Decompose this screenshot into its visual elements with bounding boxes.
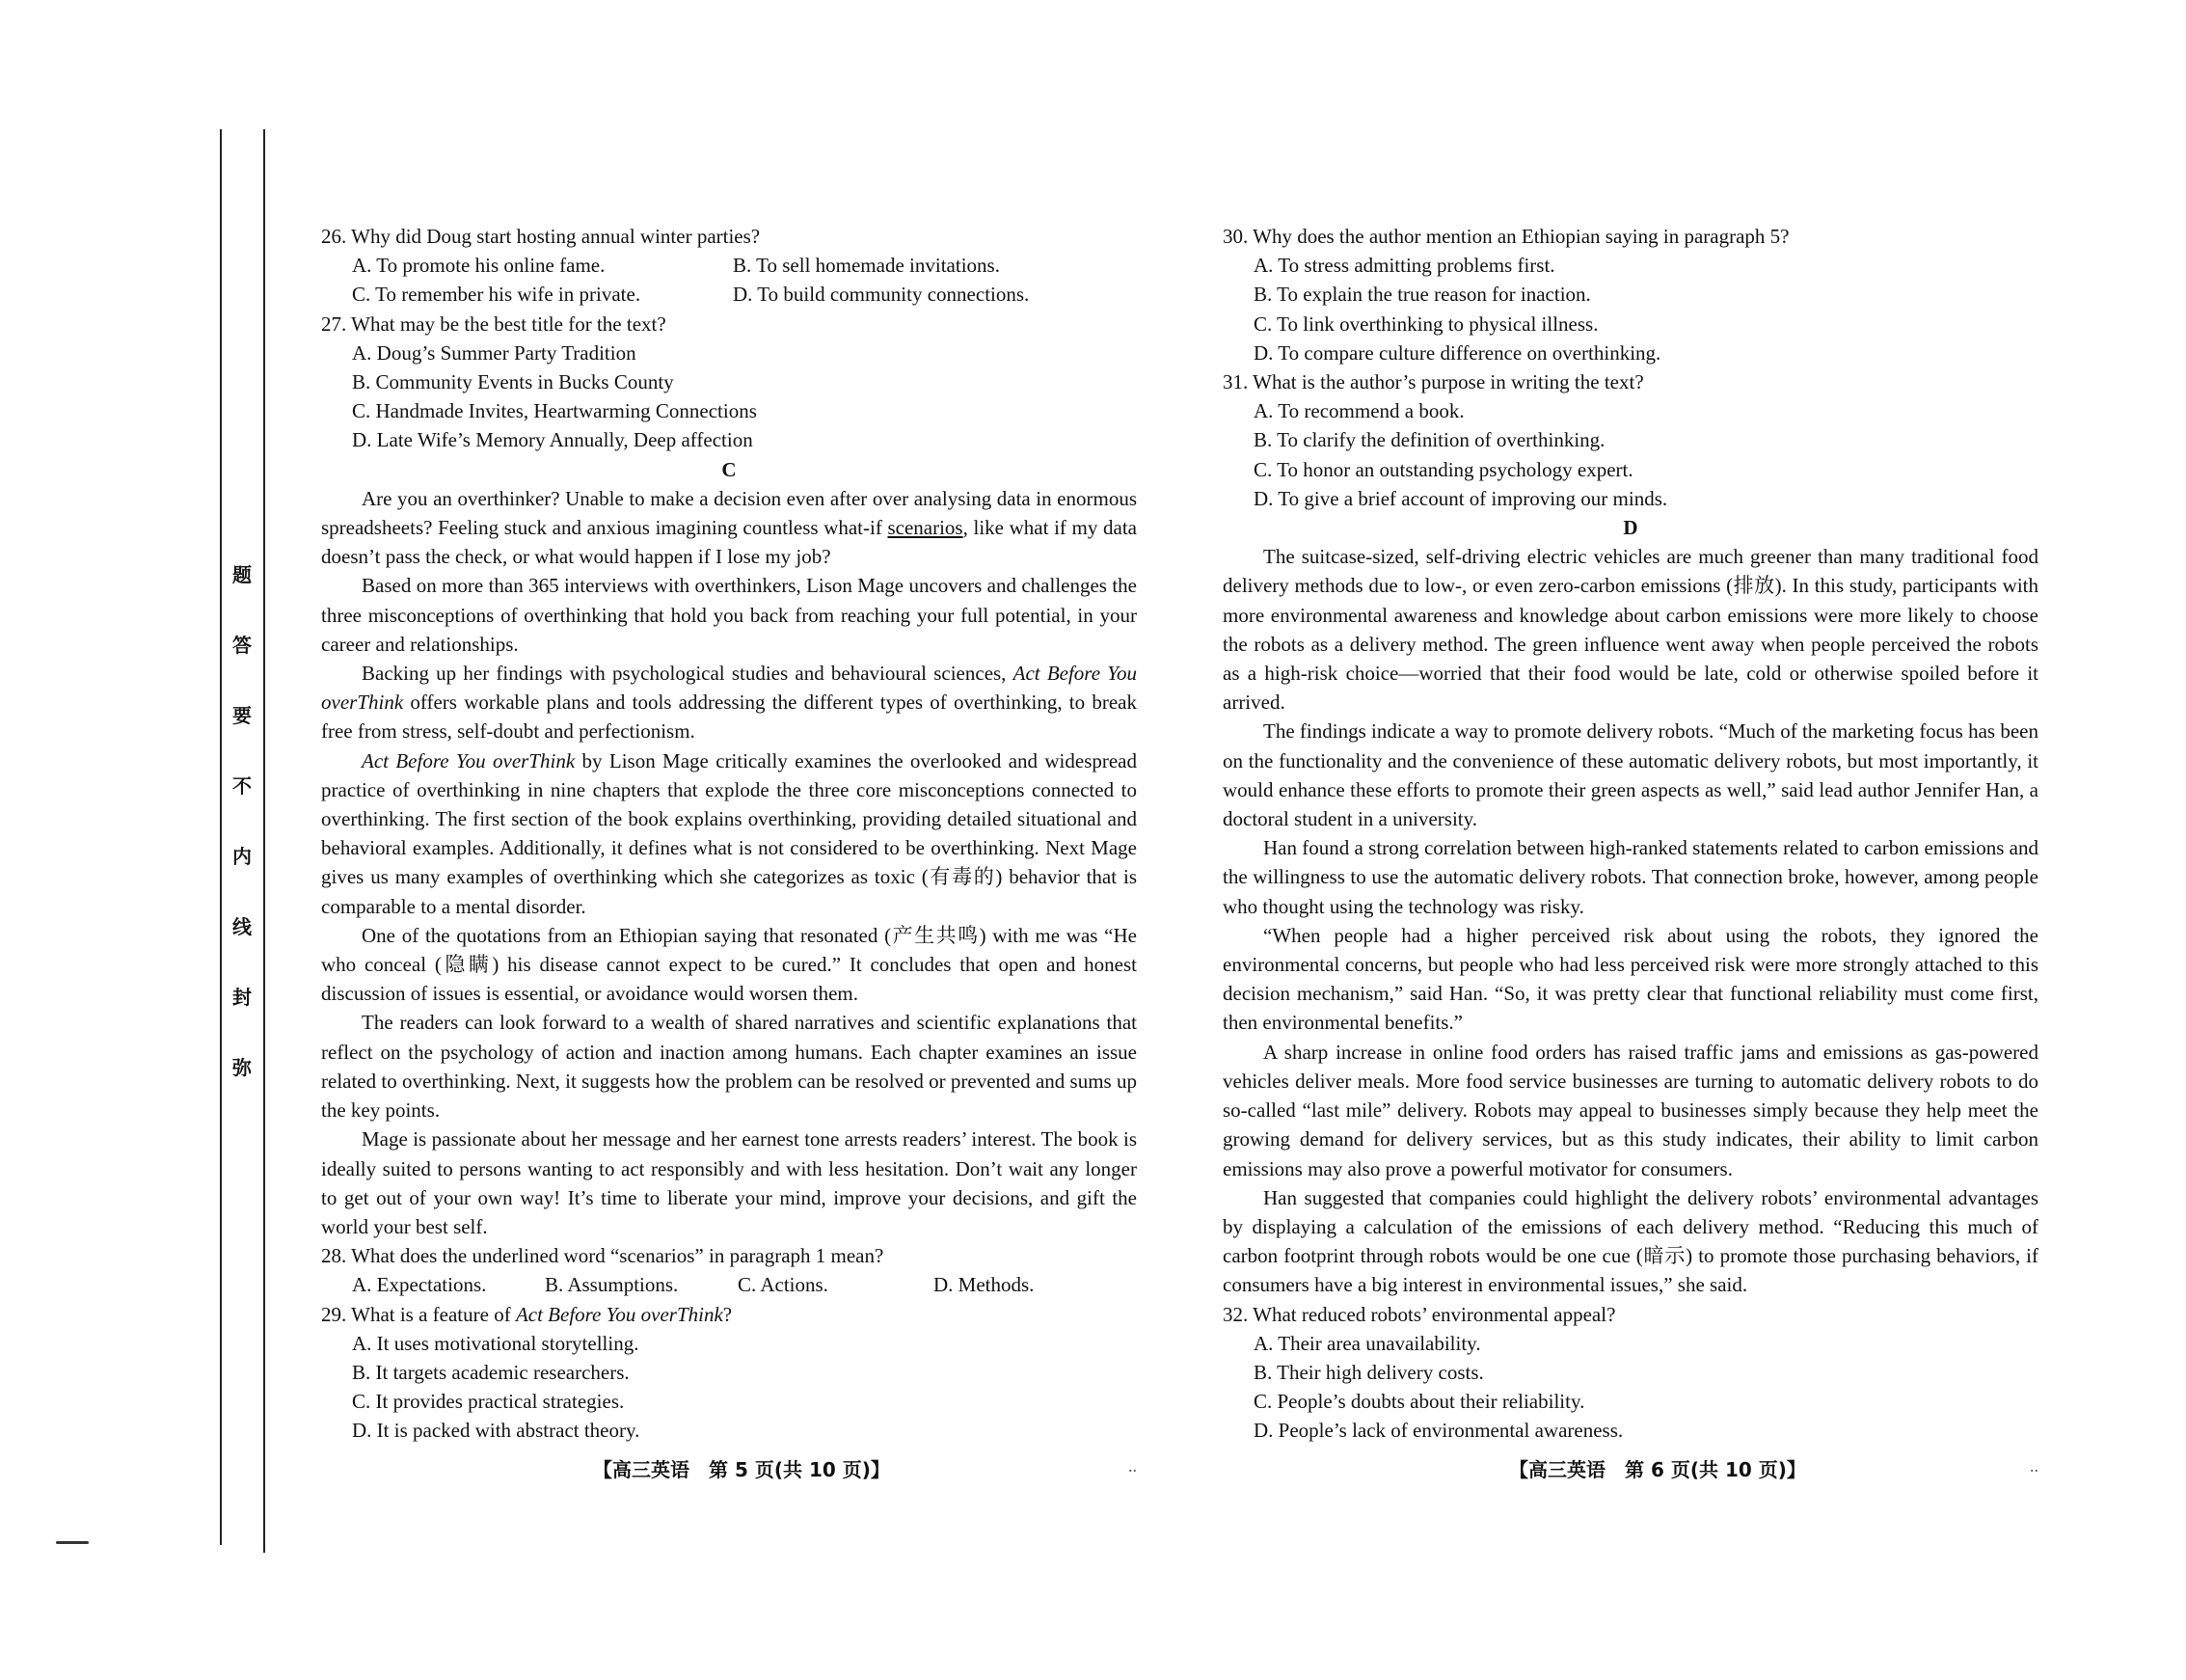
question-30: 30. Why does the author mention an Ethiopian saying in paragraph 5? xyxy=(1223,225,1790,248)
question-29 xyxy=(321,1300,1137,1329)
question-31: 31. What is the author’s purpose in writing the text? xyxy=(1223,370,1644,394)
page-footer-6: 【高三英语 第 6 页(共 10 页)】 xyxy=(1509,1458,1806,1481)
passage-paragraph: The suitcase-sized, self-driving electric vehicles are much greener than many traditional food delivery methods due to low-, or even zero-carbon emissions (排放). In this study, participants with more environmental awareness and knowledge about carbon emissions were more likely to choose the robots as a delivery method. The green influence went away when people perceived the robots as a high-risk choice—worried that their food would be late, cold or otherwise spoiled before it arrived. xyxy=(1223,545,2038,715)
option: C. To honor an outstanding psychology expert. xyxy=(1254,457,1633,481)
option: C. People’s doubts about their reliability. xyxy=(1254,1390,1585,1414)
margin-mark xyxy=(56,1541,89,1544)
option: B. To explain the true reason for inaction. xyxy=(1254,283,1591,307)
option: B. To sell homemade invitations. xyxy=(733,254,1000,278)
option: B. Their high delivery costs. xyxy=(1254,1360,1484,1384)
option: A. To recommend a book. xyxy=(1254,399,1465,423)
option: A. Their area unavailability. xyxy=(1254,1331,1481,1355)
option: C. Handmade Invites, Heartwarming Connections xyxy=(352,399,757,423)
question-27: 27. What may be the best title for the text? xyxy=(321,312,666,336)
option: A. It uses motivational storytelling. xyxy=(352,1331,639,1355)
option: D. It is packed with abstract theory. xyxy=(352,1419,640,1443)
scan-dots: .. xyxy=(1128,1456,1137,1476)
option: B. Assumptions. xyxy=(545,1273,679,1297)
seal-char: 弥 xyxy=(232,1056,252,1079)
passage-paragraph xyxy=(321,659,1137,746)
option: D. To build community connections. xyxy=(733,283,1030,307)
option: D. People’s lack of environmental awareness. xyxy=(1254,1419,1624,1443)
text: offers workable plans and tools addressing the different types of overthinking, to break free from stress, self-doubt and perfectionism. xyxy=(321,691,1137,744)
left-page xyxy=(321,222,1137,1446)
page-footer-5: 【高三英语 第 5 页(共 10 页)】 xyxy=(593,1458,890,1481)
right-page xyxy=(1223,222,2038,1446)
section-heading-d: D xyxy=(1623,516,1638,540)
option: C. Actions. xyxy=(738,1273,828,1297)
binding-line xyxy=(220,129,222,1545)
text: 29. What is a feature of xyxy=(321,1302,516,1326)
seal-char: 封 xyxy=(232,986,252,1009)
option: A. To promote his online fame. xyxy=(352,254,606,278)
book-title: Act Before You overThink xyxy=(362,748,576,772)
option: A. To stress admitting problems first. xyxy=(1254,254,1555,278)
option: A. Doug’s Summer Party Tradition xyxy=(352,340,636,365)
option: D. Late Wife’s Memory Annually, Deep affection xyxy=(352,428,753,452)
seal-char: 题 xyxy=(232,563,252,586)
passage-paragraph: The findings indicate a way to promote delivery robots. “Much of the marketing focus has been on the functionality and the convenience of these automatic delivery robots, but most importantly, it would enhance these efforts to promote their green aspects as well,” said lead author Jennifer Han, a doctoral student in a university. xyxy=(1223,719,2038,831)
seal-char: 要 xyxy=(232,704,252,727)
passage-paragraph: Based on more than 365 interviews with overthinkers, Lison Mage uncovers and challenges the three misconceptions of overthinking that hold you back from reaching your full potential, in your career and relationships. xyxy=(321,574,1137,656)
options-26-row2 xyxy=(321,280,1137,309)
text: Backing up her findings with psychological studies and behavioural sciences, xyxy=(362,662,1013,686)
text: by Lison Mage critically examines the overlooked and widespread practice of overthinking in nine chapters that explode the three core misconceptions connected to overthinking. The first section of the book explains overthinking, providing detailed situational and behavioral examples. Additionally, it defines what is not considered to be overthinking. Next Mage gives us many examples of overthinking which she categorizes as toxic (有毒的) behavior that is comparable to a mental disorder. xyxy=(321,748,1137,918)
seal-char: 内 xyxy=(232,845,252,868)
option: B. To clarify the definition of overthinking. xyxy=(1254,428,1606,452)
text: ? xyxy=(722,1302,733,1326)
option: D. To compare culture difference on overthinking. xyxy=(1254,340,1661,365)
option: D. To give a brief account of improving our minds. xyxy=(1254,486,1668,510)
passage-paragraph: The readers can look forward to a wealth of shared narratives and scientific explanations that reflect on the psychology of action and inaction among humans. Each chapter examines an issue related to overthinking. Next, it suggests how the problem can be resolved or prevented and sums up the key points. xyxy=(321,1011,1137,1123)
passage-paragraph xyxy=(321,746,1137,921)
section-heading-c: C xyxy=(721,457,737,481)
passage-paragraph: Han suggested that companies could highlight the delivery robots’ environmental advantages by displaying a calculation of the emissions of each delivery method. “Reducing this much of carbon footprint through robots would be one cue (暗示) to promote those purchasing behaviors, if consumers have a big interest in environmental issues,” she said. xyxy=(1223,1185,2038,1297)
underlined-word: scenarios xyxy=(887,516,963,540)
passage-paragraph: One of the quotations from an Ethiopian saying that resonated (产生共鸣) with me was “He who conceal (隐瞒) his disease cannot expect to be cured.” It concludes that open and honest discussion of issues is essential, or avoidance would worsen them. xyxy=(321,923,1137,1006)
seal-char: 线 xyxy=(232,915,252,938)
scan-dots: .. xyxy=(2030,1456,2038,1476)
passage-paragraph: “When people had a higher perceived risk about using the robots, they ignored the environmental concerns, but people who had less perceived risk were more strongly attached to this decision mechanism,” said Han. “So, it was pretty clear that functional reliability must come first, then environmental benefits.” xyxy=(1223,923,2038,1035)
seal-char: 不 xyxy=(232,774,252,798)
question-28: 28. What does the underlined word “scenarios” in paragraph 1 mean? xyxy=(321,1244,884,1268)
text: Are you an overthinker? Unable to make a decision even after over analysing data in enormous spreadsheets? Feeling stuck and anxious imagining countless what-if xyxy=(321,486,1137,540)
options-28 xyxy=(321,1270,1137,1299)
book-title: Act Before You overThink xyxy=(321,662,1137,715)
option: B. It targets academic researchers. xyxy=(352,1360,630,1384)
book-title: Act Before You overThink xyxy=(515,1302,723,1326)
passage-paragraph: Han found a strong correlation between high-ranked statements related to carbon emissions and the willingness to use the automatic delivery robots. That connection broke, however, among people who thought using the technology was risky. xyxy=(1223,836,2038,918)
seal-char: 答 xyxy=(232,634,252,657)
passage-paragraph: Mage is passionate about her message and her earnest tone arrests readers’ interest. The book is ideally suited to persons wanting to act responsibly and with less hesitation. Don’t wait any longer to get out of your own way! It’s time to liberate your mind, improve your decisions, and gift the world your best self. xyxy=(321,1127,1137,1238)
passage-paragraph: A sharp increase in online food orders has raised traffic jams and emissions as gas-powered vehicles deliver meals. More food service businesses are turning to automatic delivery robots to do so-called “last mile” delivery. Robots may appeal to businesses simply because they help meet the growing demand for delivery services, but as this study indicates, their ability to limit carbon emissions may also prove a powerful motivator for consumers. xyxy=(1223,1040,2038,1180)
option: D. Methods. xyxy=(933,1273,1035,1297)
option: C. To link overthinking to physical illness. xyxy=(1254,312,1599,336)
question-26: 26. Why did Doug start hosting annual winter parties? xyxy=(321,225,761,248)
seal-warning xyxy=(229,559,256,1080)
binding-line xyxy=(263,129,265,1553)
option: A. Expectations. xyxy=(352,1273,487,1297)
option: B. Community Events in Bucks County xyxy=(352,370,674,394)
passage-paragraph xyxy=(321,484,1137,572)
question-32: 32. What reduced robots’ environmental appeal? xyxy=(1223,1302,1616,1326)
option: C. It provides practical strategies. xyxy=(352,1390,625,1414)
option: C. To remember his wife in private. xyxy=(352,283,641,307)
text: , like what if my data doesn’t pass the check, or what would happen if I lose my job? xyxy=(321,516,1137,569)
options-26-row1 xyxy=(321,251,1137,280)
